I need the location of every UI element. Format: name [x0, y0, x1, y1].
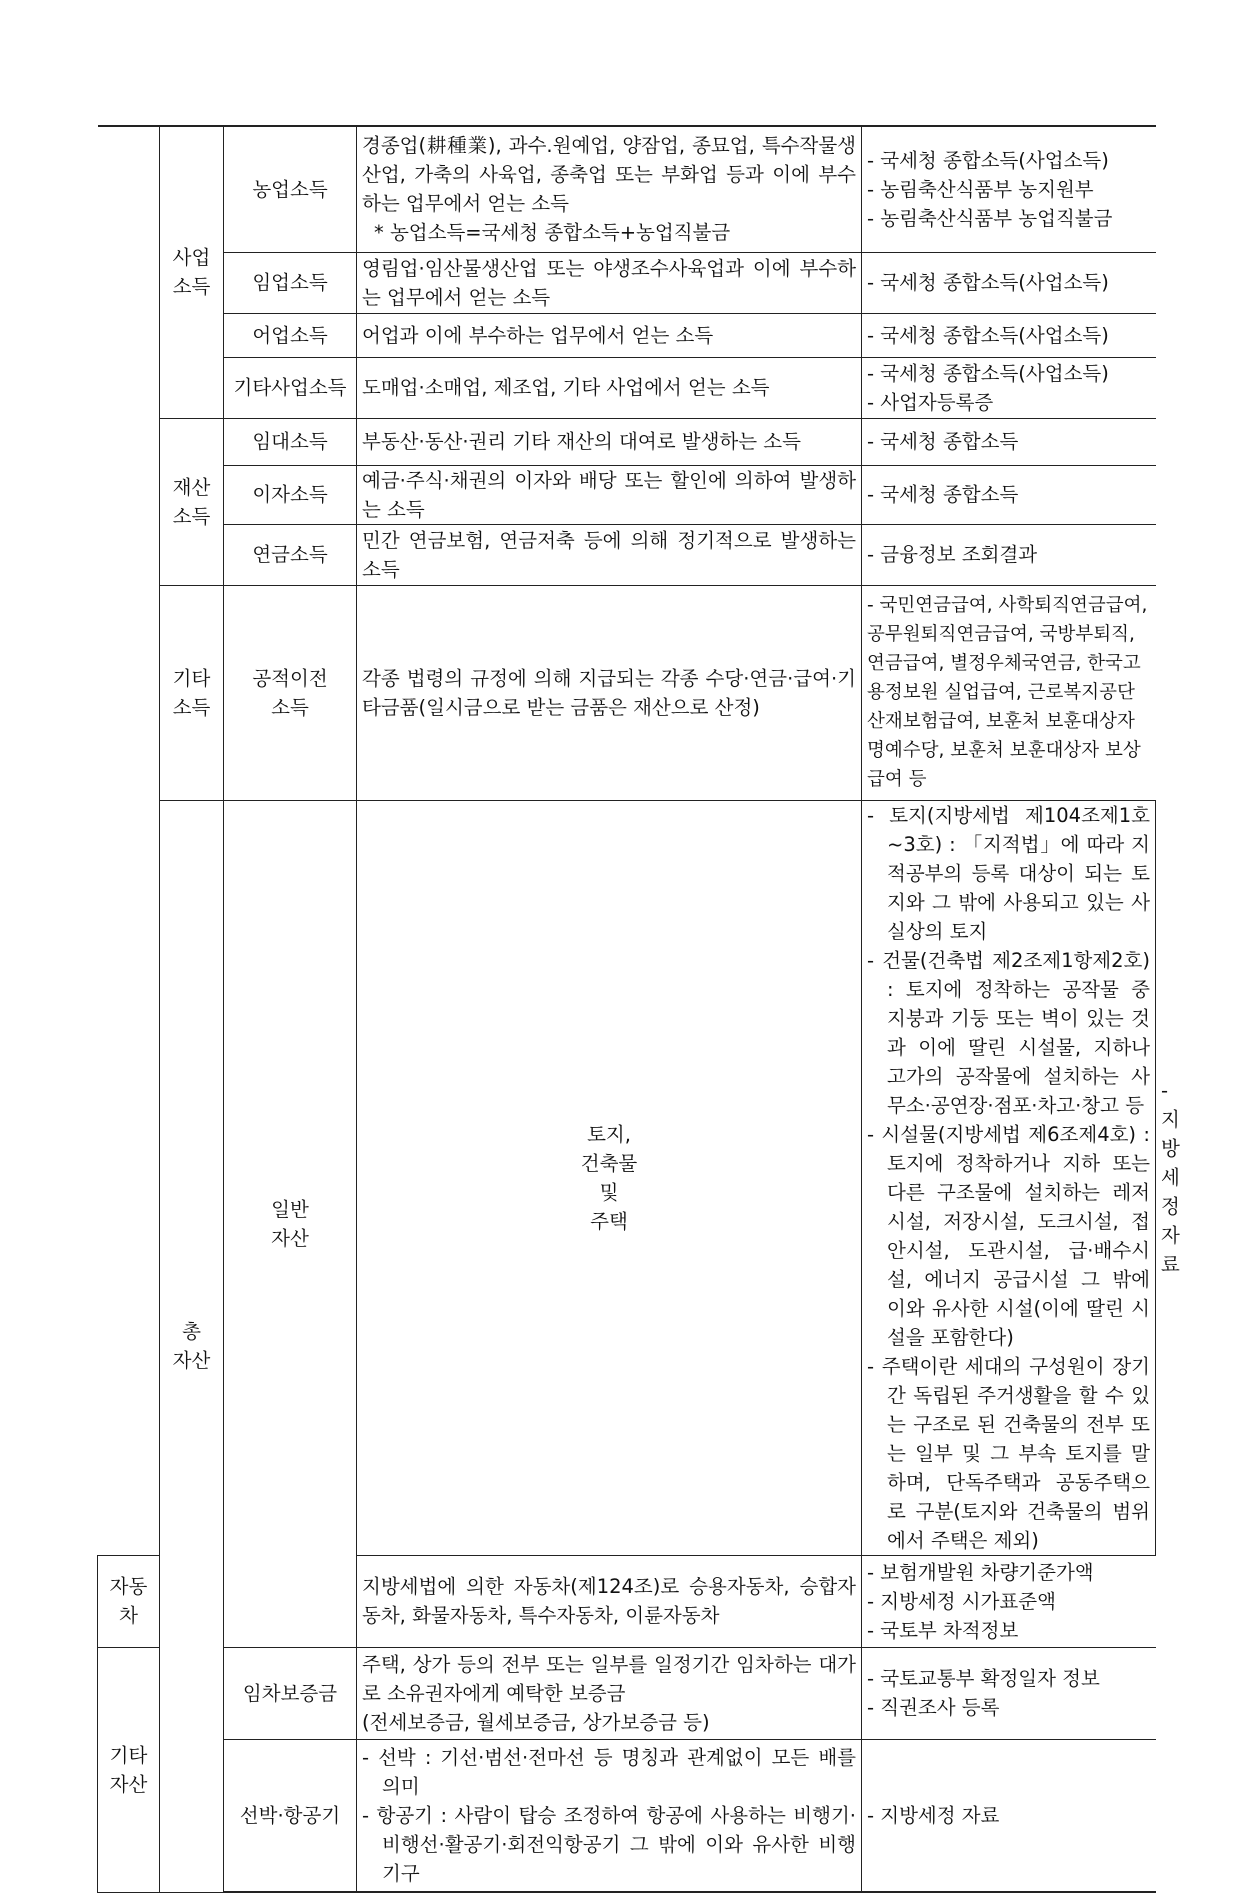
row-rent-income: [98, 418, 1156, 465]
description-bullet: - 주택이란 세대의 구성원이 장기간 독립된 주거생활을 할 수 있는 구조로 된 건축물의 전부 또는 일부 및 그 부속 토지를 말하며, 단독주택과 공동주택으로 구분(토지와 건축물의 범위에서 주택은 제외): [867, 1354, 1150, 1552]
item-description: 부동산·동산·권리 기타 재산의 대여로 발생하는 소득: [357, 418, 862, 465]
item-source: - 국세청 종합소득(사업소득): [862, 252, 1156, 313]
item-name: 기타사업소득: [224, 357, 357, 418]
income-empty-cell: [98, 126, 160, 1555]
source-line: - 국토부 차적정보: [867, 1618, 1019, 1642]
group-label-line: 일반: [271, 1197, 309, 1221]
item-name-line: 소득: [271, 695, 309, 719]
source-line: - 농림축산식품부 농지원부: [867, 177, 1094, 201]
item-name: 임업소득: [224, 252, 357, 313]
source-line: - 지방세정 시가표준액: [867, 1589, 1056, 1613]
description-text: 주택, 상가 등의 전부 또는 일부를 일정기간 임차하는 대가로 소유권자에게 예탁한 보증금: [362, 1652, 856, 1705]
item-name-line: 주택: [590, 1209, 628, 1233]
description-text: 경종업(耕種業), 과수.원예업, 양잠업, 종묘업, 특수작물생산업, 가축의 사육업, 종축업 또는 부화업 등과 이에 부수하는 업무에서 얻는 소득: [362, 134, 856, 216]
item-name: 연금소득: [224, 524, 357, 585]
item-name: 임차보증금: [224, 1647, 357, 1739]
item-name: 선박·항공기: [224, 1739, 357, 1892]
item-description: 예금·주식·채권의 이자와 배당 또는 할인에 의하여 발생하는 소득: [357, 465, 862, 524]
description-bullet: - 토지(지방세법 제104조제1호~3호) : 「지적법」에 따라 지적공부의 등록 대상이 되는 토지와 그 밖에 사용되고 있는 사실상의 토지: [867, 803, 1150, 943]
row-forest-income: [98, 252, 1156, 313]
item-source: [862, 1555, 1156, 1647]
item-name: 농업소득: [224, 126, 357, 252]
item-source: - 금융정보 조회결과: [862, 524, 1156, 585]
item-description: [357, 126, 862, 252]
item-name: 이자소득: [224, 465, 357, 524]
source-line: - 국세청 종합소득(사업소득): [867, 148, 1109, 172]
group-general-assets: [224, 800, 357, 1647]
source-line: - 사업자등록증: [867, 390, 994, 414]
item-name: 임대소득: [224, 418, 357, 465]
row-vessel-aircraft: [98, 1739, 1156, 1892]
group-label-line: 기타: [172, 666, 211, 690]
item-description: [862, 800, 1156, 1555]
group-label-line: 소득: [172, 695, 211, 719]
group-property-income: [160, 418, 224, 585]
group-label-line: 자산: [172, 1349, 211, 1372]
item-name-line: 공적이전: [252, 666, 328, 690]
row-interest-income: [98, 465, 1156, 524]
item-description: 어업과 이에 부수하는 업무에서 얻는 소득: [357, 313, 862, 357]
item-source: [862, 126, 1156, 252]
item-name-line: 토지,: [587, 1122, 631, 1146]
item-source: [862, 357, 1156, 418]
group-label-line: 기타: [109, 1743, 148, 1767]
source-line: - 직권조사 등록: [867, 1696, 1000, 1719]
description-bullet: - 건물(건축법 제2조제1항제2호) : 토지에 정착하는 공작물 중 지붕과 기둥 또는 벽이 있는 것과 이에 딸린 시설물, 지하나 고가의 공작물에 설치하는 사무소·공연장·점포·차고·창고 등: [867, 948, 1150, 1117]
item-description: 영림업·임산물생산업 또는 야생조수사육업과 이에 부수하는 업무에서 얻는 소득: [357, 252, 862, 313]
description-bullet: - 시설물(지방세법 제6조제4호) : 토지에 정착하거나 지하 또는 다른 구조물에 설치하는 레저시설, 저장시설, 도크시설, 접안시설, 도관시설, 급·배수시설, 에너지 공급시설 그 밖에 이와 유사한 시설(이에 딸린 시설을 포함한다): [867, 1122, 1150, 1349]
source-line: - 보험개발원 차량기준가액: [867, 1560, 1094, 1584]
row-land-building-housing: 총 자산 일반 자산 토지, 건축물 및 주택 - 토지(지방세법 제104조제1호~3호) : 「지적법」에 따라 지적공부의 등록 대상이 되는 토지와 그 밖에 사용되고 있는 사실상의 토지 - 건물(건축법 제2조제1항제2호) : 토지에 정착하는 공작물 중 지붕과 기둥 또는 벽이 있는 것과 이에 딸린 시설물, 지하나 고가의 공작물에 설치하는 사무소·공연장·점포·차고·창고 등 - 시설물(지방세법 제6조제4호) : 토지에 정착하거나 지하 또는 다른 구조물에 설치하는 레저시설, 저장시설, 도크시설, 접안시설, 도관시설, 급·배수시설, 에너지 공급시설 그 밖에 이와 유사한 시설(이에 딸린 시설을 포함한다) - 주택이란 세대의 구성원이 장기간 독립된 주거생활을 할 수 있는 구조로 된 건축물의 전부 또는 일부 및 그 부속 토지를 말하며, 단독주택과 공동주택으로 구분(토지와 건축물의 범위에서 주택은 제외) - 지방세정 자료: [98, 800, 1156, 1555]
group-label-line: 소득: [172, 504, 211, 528]
item-description: [357, 1739, 862, 1892]
item-description: 민간 연금보험, 연금저축 등에 의해 정기적으로 발생하는 소득: [357, 524, 862, 585]
row-other-business-income: [98, 357, 1156, 418]
group-label-line: 사업: [172, 246, 211, 270]
item-source: - 지방세정 자료: [862, 1739, 1156, 1892]
item-source: - 국세청 종합소득: [862, 418, 1156, 465]
item-name: [357, 800, 862, 1555]
description-bullet: - 항공기 : 사람이 탑승 조정하여 항공에 사용하는 비행기·비행선·활공기·회전익항공기 그 밖에 이와 유사한 비행기구: [362, 1803, 856, 1885]
group-label-line: 자산: [109, 1772, 148, 1796]
source-line: - 농림축산식품부 농업직불금: [867, 206, 1113, 230]
row-farm-income: [98, 126, 1156, 252]
item-name-line: 건축물: [580, 1151, 638, 1175]
description-text: (전세보증금, 월세보증금, 상가보증금 등): [362, 1710, 710, 1734]
item-description: 도매업·소매업, 제조업, 기타 사업에서 얻는 소득: [357, 357, 862, 418]
description-note: * 농업소득=국세청 종합소득+농업직불금: [374, 221, 731, 245]
group-label-line: 자산: [271, 1226, 309, 1250]
item-source: - 국민연금급여, 사학퇴직연금급여, 공무원퇴직연금급여, 국방부퇴직, 연금급여, 별정우체국연금, 한국고용정보원 실업급여, 근로복지공단 산재보험급여, 보훈처 보훈대상자 명예수당, 보훈처 보훈대상자 보상급여 등: [862, 585, 1156, 800]
group-total-assets: [160, 800, 224, 1892]
row-public-transfer-income: [98, 585, 1156, 800]
group-label-line: 소득: [172, 275, 211, 299]
item-source: - 국세청 종합소득(사업소득): [862, 313, 1156, 357]
item-name-line: 및: [599, 1180, 619, 1204]
item-description: [357, 1647, 862, 1739]
item-description: 각종 법령의 규정에 의해 지급되는 각종 수당·연금·급여·기타금품(일시금으로 받는 금품은 재산으로 산정): [357, 585, 862, 800]
description-bullet: - 선박 : 기선·범선·전마선 등 명칭과 관계없이 모든 배를 의미: [362, 1745, 856, 1798]
source-line: - 국세청 종합소득(사업소득): [867, 361, 1109, 385]
group-label-line: 총: [182, 1320, 201, 1343]
item-description: 지방세법에 의한 자동차(제124조)로 승용자동차, 승합자동차, 화물자동차, 특수자동차, 이륜자동차: [357, 1555, 862, 1647]
group-other-income: [160, 585, 224, 800]
item-name: 자동차: [98, 1555, 160, 1647]
row-fish-income: [98, 313, 1156, 357]
item-name: [224, 585, 357, 800]
row-pension-income: [98, 524, 1156, 585]
item-name: 어업소득: [224, 313, 357, 357]
group-other-assets: [98, 1647, 160, 1892]
group-business-income: [160, 126, 224, 418]
item-source: - 국세청 종합소득: [862, 465, 1156, 524]
item-source: [862, 1647, 1156, 1739]
group-label-line: 재산: [172, 475, 211, 499]
source-line: - 국토교통부 확정일자 정보: [867, 1667, 1100, 1690]
income-asset-table: [97, 125, 1180, 1893]
row-lease-deposit: [98, 1647, 1156, 1739]
